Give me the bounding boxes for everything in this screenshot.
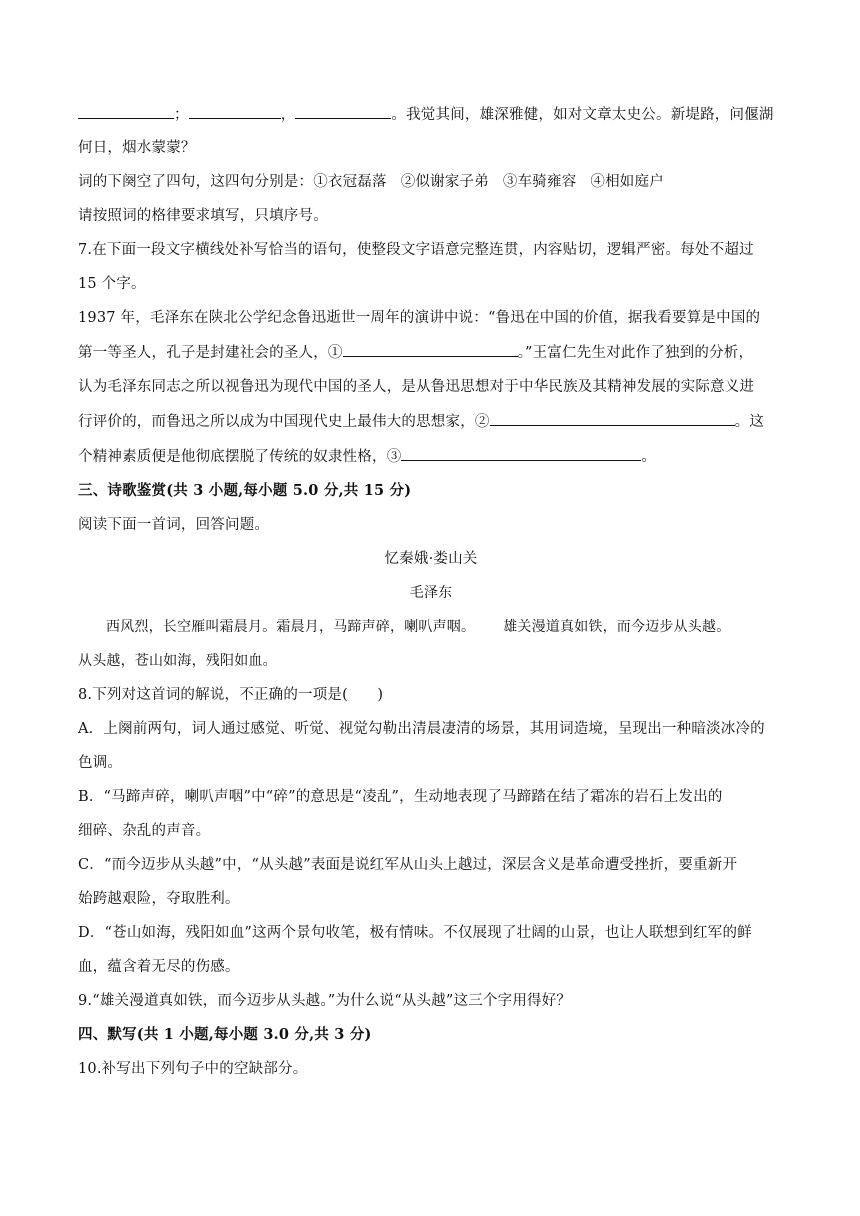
q8-option-d: D．“苍山如海，残阳如血”这两个景句收笔，极有情味。不仅展现了壮阔的山景，也让人联想到红军的鲜 xyxy=(78,925,752,941)
poem-line2: 从头越，苍山如海，残阳如血。 xyxy=(78,653,277,669)
q7-passage-line1: 1937 年，毛泽东在陕北公学纪念鲁迅逝世一周年的演讲中说：“鲁迅在中国的价值，据我看要算是中国的 xyxy=(78,310,761,326)
q9-stem: 9.“雄关漫道真如铁，而今迈步从头越。”为什么说“从头越”这三个字用得好？ xyxy=(78,993,572,1009)
q6-text-line: 何日，烟水蒙蒙？ xyxy=(78,140,196,156)
section4-heading: 四、默写(共 1 小题,每小题 3.0 分,共 3 分) xyxy=(78,1026,372,1043)
option-1: ①衣冠磊落 xyxy=(313,174,387,190)
q10-stem: 10.补写出下列句子中的空缺部分。 xyxy=(78,1061,308,1077)
q7-passage-line2 xyxy=(78,342,784,363)
poem-title: 忆秦娥·娄山关 xyxy=(384,551,478,567)
q7-passage-line3: 认为毛泽东同志之所以视鲁迅为现代中国的圣人，是从鲁迅思想对于中华民族及其精神发展的实际意义进 xyxy=(78,379,755,395)
document-page xyxy=(78,104,784,1079)
q7-passage-line5 xyxy=(78,446,784,467)
option-2: ②似谢家子弟 xyxy=(400,174,489,190)
poem-author: 毛泽东 xyxy=(409,585,453,601)
q8-option-a: A．上阕前两句，词人通过感觉、听觉、视觉勾勒出清晨凄清的场景，其用词造境，呈现出一种暗淡冰冷的 xyxy=(78,721,765,737)
separator: ； xyxy=(174,107,189,123)
passage-text: 。这 xyxy=(734,414,765,430)
answer-blank[interactable] xyxy=(295,104,391,119)
answer-blank[interactable] xyxy=(189,104,281,119)
q7-stem-line1: 7.在下面一段文字横线处补写恰当的语句，使整段文字语意完整连贯，内容贴切，逻辑严密。每处不超过 xyxy=(78,242,754,258)
section3-intro: 阅读下面一首词，回答问题。 xyxy=(78,517,270,533)
passage-text: 。 xyxy=(641,449,657,465)
option-4: ④相如庭户 xyxy=(590,174,664,190)
q8-option-c-cont: 始跨越艰险，夺取胜利。 xyxy=(78,891,240,907)
q6-blanks-line xyxy=(78,104,784,125)
q6-note-options xyxy=(78,172,784,192)
passage-text: 。”王富仁先生对此作了独到的分析， xyxy=(517,345,754,361)
q6-instruction: 请按照词的格律要求填写，只填序号。 xyxy=(78,208,328,224)
answer-blank[interactable] xyxy=(78,104,174,119)
q7-stem-line2: 15 个字。 xyxy=(78,276,146,292)
q8-option-c: C．“而今迈步从头越”中，“从头越”表面是说红军从山头上越过，深层含义是革命遭受挫折，要重新开 xyxy=(78,857,738,873)
q8-stem: 8.下列对这首词的解说，不正确的一项是( ) xyxy=(78,687,384,703)
section3-heading: 三、诗歌鉴赏(共 3 小题,每小题 5.0 分,共 15 分) xyxy=(78,482,412,499)
q8-option-a-cont: 色调。 xyxy=(78,755,123,771)
poem-text: 西风烈，长空雁叫霜晨月。霜晨月，马蹄声碎，喇叭声咽。 xyxy=(106,619,476,635)
q8-option-b: B．“马蹄声碎，喇叭声咽”中“碎”的意思是“凌乱”，生动地表现了马蹄踏在结了霜冻的岩石上发出的 xyxy=(78,789,723,805)
option-3: ③车骑雍容 xyxy=(502,174,577,190)
q8-option-d-cont: 血，蕴含着无尽的伤感。 xyxy=(78,959,240,975)
poem-line1 xyxy=(78,617,784,637)
passage-text: 个精神素质便是他彻底摆脱了传统的奴隶性格，③ xyxy=(78,449,402,465)
poem-text: 雄关漫道真如铁，而今迈步从头越。 xyxy=(503,619,731,635)
answer-blank-3[interactable] xyxy=(401,446,641,461)
answer-blank-2[interactable] xyxy=(490,411,735,426)
passage-text: 行评价的，而鲁迅之所以成为中国现代史上最伟大的思想家，② xyxy=(78,414,490,430)
passage-text: 第一等圣人，孔子是封建社会的圣人，① xyxy=(78,345,343,361)
q6-note: 词的下阕空了四句，这四句分别是： xyxy=(78,174,314,190)
q7-passage-line4 xyxy=(78,411,784,432)
answer-blank-1[interactable] xyxy=(343,342,518,357)
q6-text: 。我觉其间，雄深雅健，如对文章太史公。新堤路，问偃湖 xyxy=(391,107,774,123)
q8-option-b-cont: 细碎、杂乱的声音。 xyxy=(78,823,211,839)
separator: ， xyxy=(280,107,296,123)
